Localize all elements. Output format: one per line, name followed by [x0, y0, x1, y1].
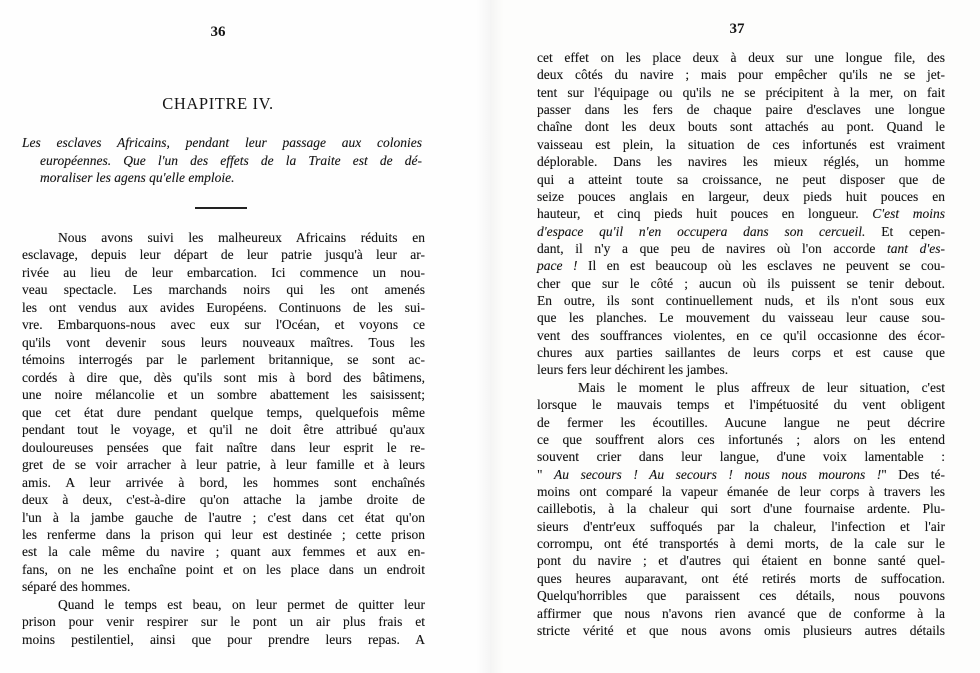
text-line: Mais le moment le plus affreux de leur situation, c'est	[578, 379, 945, 395]
text-line: souvent crier dans leur langue, d'une voix lamentable :	[537, 449, 945, 465]
text-line: sieurs d'entr'eux suffoqués par la chaleur, l'infection et l'air	[537, 518, 945, 534]
text-segment: hauteur, et cinq pieds huit pouces en longueur.	[537, 206, 859, 222]
text-line: affirmer que nous n'avons rien avancé que de conforme à la	[537, 605, 945, 621]
text-line: les renferme dans la prison qui leur est destinée ; cette prison	[22, 526, 425, 542]
italic-text-segment: tant d'es-	[886, 240, 946, 256]
text-line	[537, 240, 945, 257]
text-line: caillebotis, à la chaleur qui sort d'une fournaise ardente. Plu-	[537, 501, 945, 517]
section-divider	[195, 207, 247, 209]
text-line: tent sur l'équipage ou qu'ils ne se précipitent à la mer, on fait	[537, 84, 945, 100]
text-line: que cet état dure pendant quelque temps, quelquefois même	[22, 404, 425, 420]
text-segment: " Des té-	[881, 466, 946, 482]
text-line: témoins interrogés par le parlement britannique, se sont ac-	[22, 352, 425, 368]
text-segment: Il en est beaucoup où les esclaves ne peuvent se cou-	[588, 258, 945, 274]
book-gutter	[476, 0, 504, 673]
text-line: rivée au lieu de leur embarcation. Ici commence un nou-	[22, 264, 425, 280]
text-line: passer dans les fers de chaque paire d'esclaves une longue	[537, 102, 945, 118]
text-line: amis. A leur arrivée à bord, les hommes sont enchaînés	[22, 474, 425, 490]
chapter-title: CHAPITRE IV.	[162, 94, 274, 113]
text-line: cet effet on les place deux à deux sur une longue file, des	[537, 50, 945, 65]
text-line	[537, 223, 945, 240]
text-line	[537, 466, 945, 483]
page-number: 36	[210, 24, 226, 40]
paragraph	[22, 229, 425, 596]
text-line: déplorable. Dans les navires les mieux réglés, un homme	[537, 154, 945, 170]
text-line: leurs fers leur déchirent les jambes.	[537, 362, 729, 378]
paragraph	[537, 49, 945, 379]
page-body	[22, 229, 425, 648]
text-line: deux côtés du navire ; mais pour empêcher qu'ils ne se jet-	[537, 67, 945, 83]
text-line: vaisseau est plein, la situation de ces infortunés est vraiment	[537, 136, 945, 152]
text-line: une noire mélancolie et un sombre abattement les saisissent;	[22, 387, 425, 403]
text-line: pont du navire ; et d'autres qui étaient en bonne santé quel-	[537, 553, 945, 569]
text-line: l'un à la jambe gauche de l'autre ; c'est dans cet état qu'on	[22, 509, 425, 525]
text-line: Quand le temps est beau, on leur permet de quitter leur	[58, 596, 425, 612]
text-line: fans, on ne les enchaîne point et on les place dans un endroit	[22, 561, 425, 577]
text-line: moins pestilentiel, ainsi que pour prendre leurs repas. A	[22, 631, 425, 647]
italic-text-segment: C'est moins	[872, 206, 945, 222]
text-line: Quelqu'horribles que paraissent ces détails, nous pouvons	[537, 588, 945, 604]
text-line: veau spectacle. Les marchands noirs qui les ont amenés	[22, 282, 425, 298]
summary-line: Les esclaves Africains, pendant leur passage aux colonies	[22, 135, 422, 150]
text-line: cordés à dire que, dès qu'ils sont mis à bord des bâtimens,	[22, 369, 425, 385]
text-line: deux à deux, c'est-à-dire qu'on attache la jambe droite de	[22, 492, 425, 508]
chapter-summary	[22, 134, 422, 187]
text-line: est la cale même du navire ; quant aux femmes et aux en-	[22, 544, 425, 560]
summary-line: européennes. Que l'un des effets de la Traite est de dé-	[40, 152, 422, 168]
text-segment: dant, il n'y a que peu de navires où l'on accorde	[537, 240, 876, 256]
text-line: qui a atteint toute sa croissance, ne peut disposer que de	[537, 171, 945, 187]
text-line: chures aux parties saillantes de leurs corps et est cause que	[537, 345, 945, 361]
paragraph	[537, 379, 945, 639]
text-line: lorsque le mauvais temps et l'impétuosité du vent obligent	[537, 397, 945, 413]
text-line: douloureuses pensées que fait naître dans leur esprit le re-	[22, 439, 425, 455]
text-segment: Et cepen-	[881, 223, 946, 239]
text-line: vent des souffrances violentes, en ce qu'il occasionne des écor-	[537, 327, 945, 343]
text-line: qu'ils vont devenir sous leurs nouveaux maîtres. Tous les	[22, 334, 425, 350]
text-line: pendant tout le voyage, et qu'il ne doit être attribué qu'aux	[22, 422, 425, 438]
paragraph	[22, 596, 425, 648]
right-page	[490, 0, 980, 673]
text-line: séparé des hommes.	[22, 579, 131, 595]
page-body	[537, 49, 945, 639]
page-number: 37	[729, 21, 745, 37]
text-line: gret de se voir arracher à leur patrie, à leur famille et à leurs	[22, 457, 425, 473]
text-line: cher que sur le côté ; aucun où ils puissent se tenir debout.	[537, 275, 945, 291]
text-line: les ont vendus aux avides Européens. Continuons de les sui-	[22, 299, 425, 315]
text-line: ques heures auparavant, ont été retirés morts de suffocation.	[537, 570, 945, 586]
text-line: chaîne dont les deux bouts sont attachés au pont. Quand le	[537, 119, 945, 135]
italic-text-segment: pace !	[537, 258, 578, 274]
text-line: de fermer les écoutilles. Aucune langue ne peut décrire	[537, 414, 945, 430]
text-line: prison pour venir respirer sur le pont un air plus frais et	[22, 614, 425, 630]
italic-text-segment: d'espace qu'il n'en occupera dans son cercueil.	[537, 223, 866, 239]
text-line: ce que souffrent alors ces infortunés ; alors on les entend	[537, 431, 945, 447]
italic-text-segment: Au secours ! Au secours ! nous nous mourons !	[554, 466, 882, 482]
text-line: stricte vérité et que nous avons omis plusieurs autres détails	[537, 622, 945, 638]
summary-line: moraliser les agens qu'elle emploie.	[40, 170, 235, 185]
text-segment: "	[537, 466, 543, 482]
text-line: que les planches. Le mouvement du vaisseau leur cause sou-	[537, 310, 945, 326]
text-line: seize pouces anglais en largeur, deux pieds huit pouces en	[537, 188, 945, 204]
text-line	[537, 257, 945, 274]
text-line: En outre, ils sont continuellement nuds, et ils n'ont sous eux	[537, 293, 945, 309]
text-line: Nous avons suivi les malheureux Africains réduits en	[58, 230, 425, 245]
text-line	[537, 205, 945, 222]
text-line: moins ont comparé la vapeur émanée de leur corps à travers les	[537, 483, 945, 499]
text-line: corrompu, ont été transportés à demi morts, de la cale sur le	[537, 536, 945, 552]
text-line: esclavage, depuis leur départ de leur patrie jusqu'à leur ar-	[22, 247, 425, 263]
text-line: vre. Embarquons-nous avec eux sur l'Océan, et voyons ce	[22, 317, 425, 333]
